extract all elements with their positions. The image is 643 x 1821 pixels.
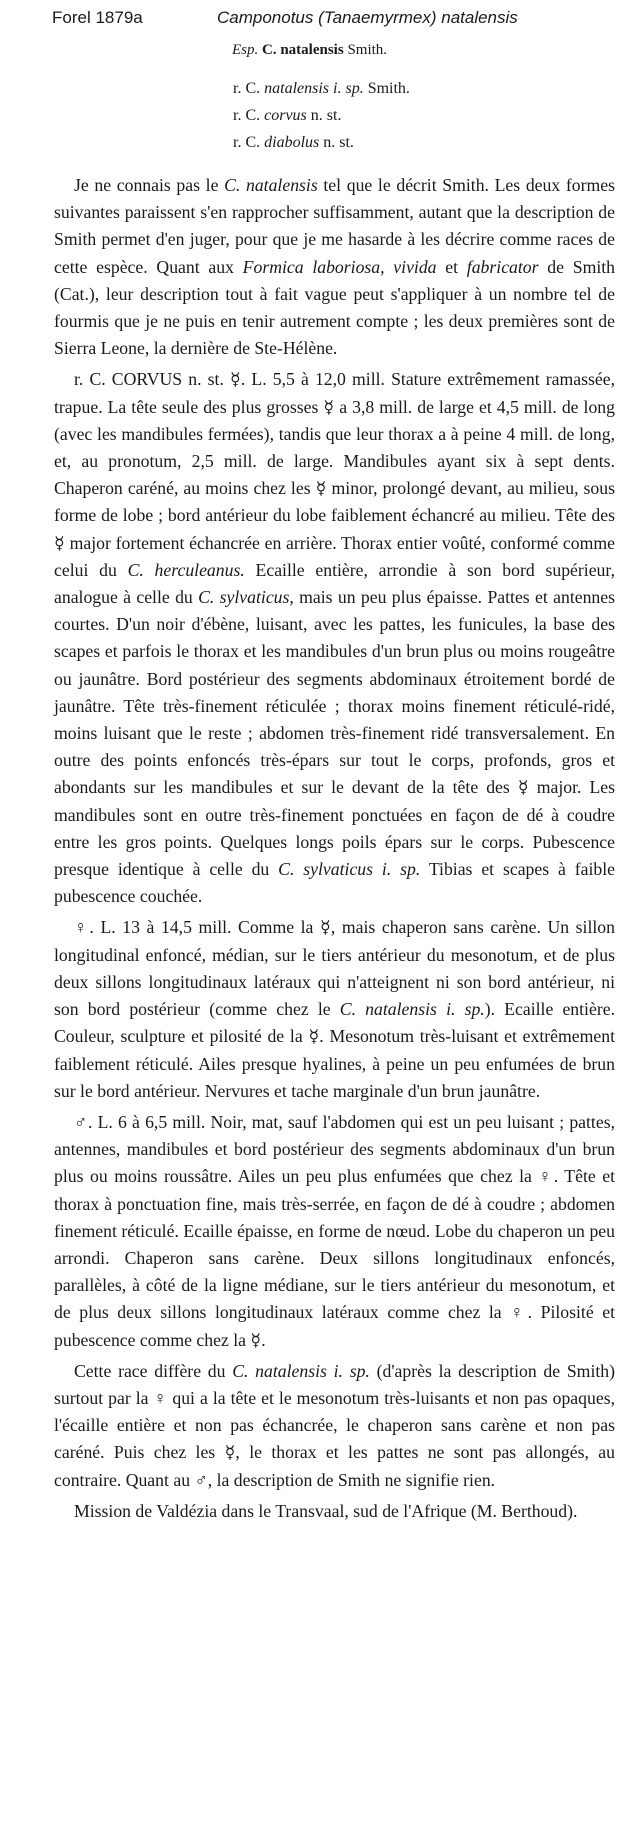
text-run: Tibias et scapes à faible pubescence couchée. xyxy=(54,859,616,907)
paragraph-locality xyxy=(54,1498,615,1525)
synonymy-esp-lead: Esp. xyxy=(232,42,259,58)
race-author: n. st. xyxy=(310,107,342,124)
taxon-name: C. natalensis i. sp. xyxy=(232,1360,370,1381)
race-name: diabolus xyxy=(264,134,320,151)
text-run: mais un peu plus épaisse. Pattes et antennes courtes. D'un noir d'ébène, luisant, avec les pattes, les funicules, la base des scapes et parfois le thorax et les mandibules d'un brun plus ou moins rougeâtre ou jaunâtre. Bord postérieur des segments abdominaux étroitement bordé de jaunâtre. Tête très-finement réticulée ; thorax moins finement réticulé-ridé, moins luisant que le reste ; abdomen très-finement ridé transversalement. En outre des points enfoncés très-épars sur tout le corps, profonds, gros et abondants sur les mandibules et sur le devant de la tête des ☿ major. Les mandibules sont en outre très-finement ponctuées en façon de dé à coudre entre les gros points. Quelques longs poils épars sur le corps. Pubescence presque identique à celle du xyxy=(54,587,616,880)
synonymy-species-line xyxy=(232,40,387,60)
text-run: ). Ecaille entière. Couleur, sculpture et pilosité de la ☿. Mesonotum très-luisant et extrêmement faiblement réticulé. Ailes presque hyalines, à peine un peu enfumées de brun sur le bord antérieur. Nervures et tache marginale d'un brun jaunâtre. xyxy=(54,999,615,1101)
race-name: corvus xyxy=(264,107,307,124)
race-prefix: r. C. xyxy=(233,80,261,97)
text-run: et xyxy=(436,256,467,277)
paragraph-introduction xyxy=(54,172,615,362)
taxon-name: C. natalensis xyxy=(224,175,318,195)
text-run: ♂. L. 6 à 6,5 mill. Noir, mat, sauf l'abdomen qui est un peu luisant ; pattes, antennes, mandibules et bord postérieur des segments abdominaux d'un brun plus ou moins roussâtre. Ailes un peu plus enfumées que chez la ♀. Tête et thorax à ponctuation fine, mais très-serrée, en façon de dé à coudre ; abdomen finement réticulé. Ecaille épaisse, en forme de nœud. Lobe du chaperon un peu arrondi. Chaperon sans carène. Deux sillons longitudinaux enfoncés, parallèles, à côté de la ligne médiane, sur le tiers antérieur du mesonotum, et de plus deux sillons longitudinaux latéraux comme chez la ♀. Pilosité et pubescence comme chez la ☿. xyxy=(54,1111,615,1350)
taxon-name: C. natalensis i. sp. xyxy=(339,999,485,1020)
taxon-name: C. sylvaticus i. sp. xyxy=(278,859,421,880)
text-run: de Smith (Cat.), leur description tout à fait vague peut s'appliquer à un nombre tel de fourmis que je ne puis en tenir autrement compte ; les deux premières sont de Sierra Leone, la dernière de Ste-Hélène. xyxy=(54,256,615,359)
text-run: ♀. L. 13 à 14,5 mill. Comme la ☿, mais chaperon sans carène. Un sillon longitudinal enfoncé, médian, sur le tiers antérieur du mesonotum, et de plus deux sillons longitudinaux latéraux qui n'atteignent ni son bord antérieur, ni son bord postérieur (comme chez le xyxy=(54,917,615,1020)
race-name: natalensis i. sp. xyxy=(264,80,364,97)
race-author: n. st. xyxy=(323,134,354,151)
paragraph-male-description xyxy=(54,1109,615,1354)
text-run: r. C. CORVUS n. st. ☿. L. 5,5 à 12,0 mill. Stature extrêmement ramassée, trapue. La tête seule des plus grosses ☿ a 3,8 mill. de large et 4,5 mill. de long (avec les mandibules fermées), tandis que leur thorax a à peine 4 mill. de long, et, au pronotum, 2,5 mill. de large. Mandibules ayant six à sept dents. Chaperon caréné, au moins chez les ☿ minor, prolongé devant, au milieu, sous forme de lobe ; bord antérieur du lobe faiblement échancré au milieu. Tête des ☿ major fortement échancrée en arrière. Thorax entier voûté, conformé comme celui du xyxy=(54,369,615,580)
race-prefix: r. C. xyxy=(233,107,261,124)
text-run: Ecaille entière, arrondie à son bord supérieur, analogue à celle du xyxy=(54,559,616,608)
synonymy-race-diabolus xyxy=(233,133,354,153)
text-run: Je ne connais pas le xyxy=(74,175,225,195)
paragraph-queen-description xyxy=(54,914,615,1104)
synonymy-race-corvus xyxy=(233,106,341,126)
taxon-name: fabricator xyxy=(466,256,539,277)
taxon-name: C. sylvaticus, xyxy=(198,587,294,608)
text-run: (d'après la description de Smith) surtout par la ♀ qui a la tête et le mesonotum très-luisants et non pas opaques, l'écaille entière et non pas échancrée, le chaperon sans carène et non pas caréné. Puis chez les ☿, le thorax et les pattes ne sont pas allongés, au contraire. Quant au ♂, la description de Smith ne signifie rien. xyxy=(54,1360,616,1490)
taxon-name: Formica laboriosa, vivida xyxy=(242,256,437,277)
synonymy-esp-name: C. natalensis xyxy=(262,42,344,58)
taxon-name: C. herculeanus. xyxy=(127,559,245,580)
header-species-name: Camponotus (Tanaemyrmex) natalensis xyxy=(217,8,518,27)
paragraph-comparison xyxy=(54,1358,615,1494)
text-run: tel que le décrit Smith. Les deux formes suivantes paraissent s'en rapprocher suffisamment, autant que la description de Smith permet d'en juger, pour que je me hasarde à les décrire comme races de cette espèce. Quant aux xyxy=(54,175,615,277)
synonymy-race-natalensis xyxy=(233,79,410,99)
text-run: Cette race diffère du xyxy=(74,1360,233,1381)
description-body xyxy=(54,172,615,1529)
header-author-year: Forel 1879a xyxy=(52,8,143,27)
race-author: Smith. xyxy=(367,80,410,97)
race-prefix: r. C. xyxy=(233,134,261,151)
synonymy-esp-author: Smith. xyxy=(347,42,388,58)
paragraph-worker-description xyxy=(54,366,615,910)
text-run: Mission de Valdézia dans le Transvaal, sud de l'Afrique (M. Berthoud). xyxy=(74,1500,578,1521)
